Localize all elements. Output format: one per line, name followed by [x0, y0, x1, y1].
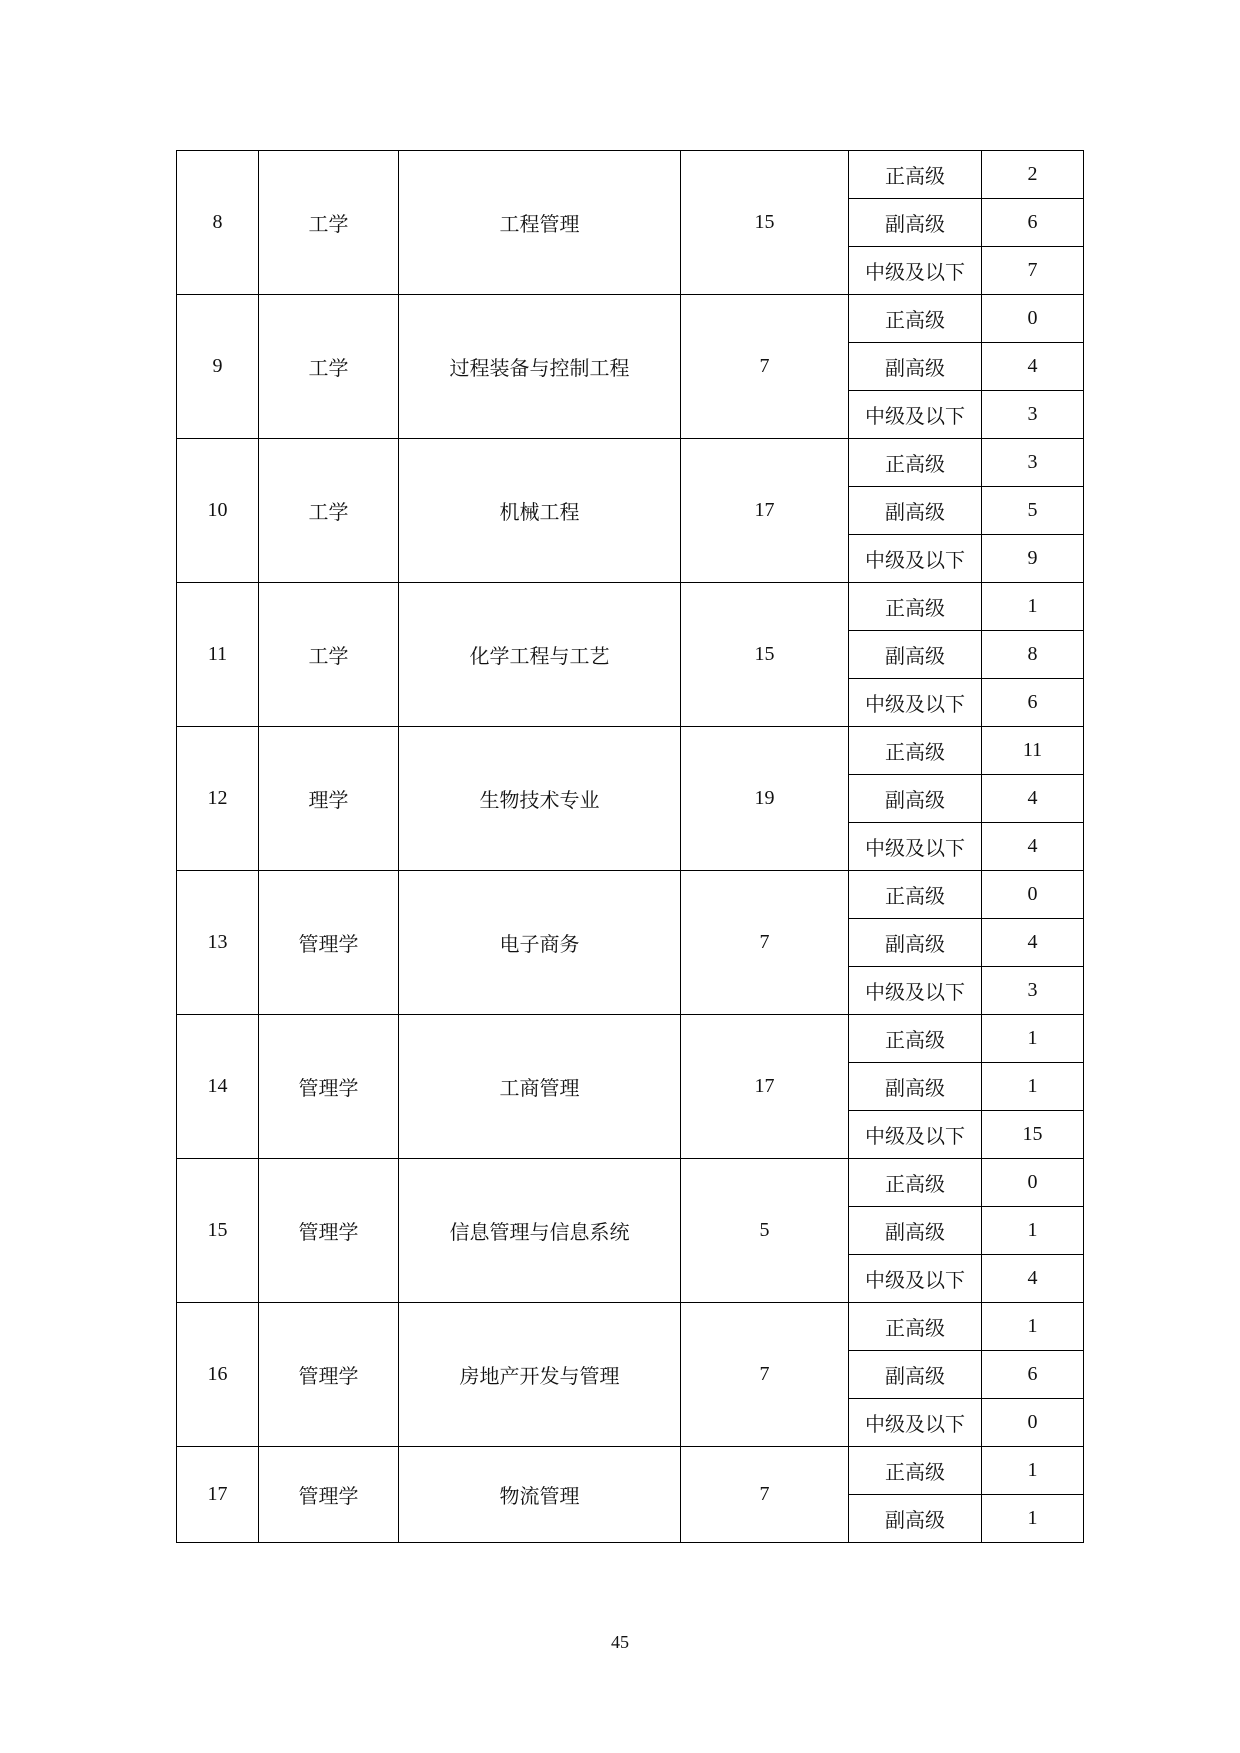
title-level-cell: 正高级	[849, 583, 982, 631]
title-count-cell: 0	[982, 1159, 1084, 1207]
major-cell: 工商管理	[399, 1015, 681, 1159]
title-count-cell: 4	[982, 775, 1084, 823]
title-count-cell: 1	[982, 1015, 1084, 1063]
title-level-cell: 正高级	[849, 295, 982, 343]
table-row	[177, 871, 1084, 919]
total-count-cell: 19	[681, 727, 849, 871]
discipline-cell: 管理学	[259, 1015, 399, 1159]
table-row	[177, 1447, 1084, 1495]
title-count-cell: 4	[982, 919, 1084, 967]
title-count-cell: 3	[982, 439, 1084, 487]
total-count-cell: 7	[681, 1447, 849, 1543]
title-count-cell: 1	[982, 1207, 1084, 1255]
total-count-cell: 5	[681, 1159, 849, 1303]
title-level-cell: 副高级	[849, 487, 982, 535]
title-level-cell: 中级及以下	[849, 967, 982, 1015]
total-count-cell: 15	[681, 583, 849, 727]
title-level-cell: 副高级	[849, 199, 982, 247]
table-body	[177, 151, 1084, 1543]
table-row	[177, 727, 1084, 775]
page-number: 45	[611, 1632, 629, 1652]
title-level-cell: 中级及以下	[849, 535, 982, 583]
title-count-cell: 6	[982, 679, 1084, 727]
discipline-cell: 工学	[259, 439, 399, 583]
title-level-cell: 副高级	[849, 1207, 982, 1255]
faculty-title-table	[176, 150, 1084, 1543]
title-count-cell: 1	[982, 1495, 1084, 1543]
total-count-cell: 7	[681, 1303, 849, 1447]
title-level-cell: 副高级	[849, 1351, 982, 1399]
table-row	[177, 1015, 1084, 1063]
discipline-cell: 工学	[259, 583, 399, 727]
title-count-cell: 9	[982, 535, 1084, 583]
title-count-cell: 3	[982, 391, 1084, 439]
row-number-cell: 10	[177, 439, 259, 583]
title-level-cell: 中级及以下	[849, 823, 982, 871]
title-count-cell: 1	[982, 583, 1084, 631]
total-count-cell: 17	[681, 1015, 849, 1159]
title-level-cell: 中级及以下	[849, 1399, 982, 1447]
row-number-cell: 13	[177, 871, 259, 1015]
title-level-cell: 正高级	[849, 1447, 982, 1495]
discipline-cell: 工学	[259, 151, 399, 295]
title-count-cell: 1	[982, 1063, 1084, 1111]
title-level-cell: 中级及以下	[849, 1255, 982, 1303]
title-count-cell: 4	[982, 343, 1084, 391]
title-level-cell: 正高级	[849, 439, 982, 487]
title-count-cell: 4	[982, 1255, 1084, 1303]
title-level-cell: 中级及以下	[849, 247, 982, 295]
title-level-cell: 中级及以下	[849, 391, 982, 439]
title-count-cell: 5	[982, 487, 1084, 535]
title-count-cell: 3	[982, 967, 1084, 1015]
title-count-cell: 0	[982, 1399, 1084, 1447]
title-count-cell: 11	[982, 727, 1084, 775]
major-cell: 信息管理与信息系统	[399, 1159, 681, 1303]
discipline-cell: 理学	[259, 727, 399, 871]
title-level-cell: 正高级	[849, 151, 982, 199]
row-number-cell: 17	[177, 1447, 259, 1543]
table-row	[177, 151, 1084, 199]
row-number-cell: 8	[177, 151, 259, 295]
major-cell: 电子商务	[399, 871, 681, 1015]
discipline-cell: 管理学	[259, 1303, 399, 1447]
discipline-cell: 管理学	[259, 871, 399, 1015]
title-count-cell: 1	[982, 1447, 1084, 1495]
title-count-cell: 15	[982, 1111, 1084, 1159]
title-level-cell: 正高级	[849, 1303, 982, 1351]
title-count-cell: 0	[982, 871, 1084, 919]
title-level-cell: 中级及以下	[849, 1111, 982, 1159]
title-level-cell: 副高级	[849, 631, 982, 679]
row-number-cell: 16	[177, 1303, 259, 1447]
table-row	[177, 1303, 1084, 1351]
table-row	[177, 439, 1084, 487]
major-cell: 生物技术专业	[399, 727, 681, 871]
table-row	[177, 295, 1084, 343]
title-level-cell: 副高级	[849, 919, 982, 967]
major-cell: 房地产开发与管理	[399, 1303, 681, 1447]
major-cell: 工程管理	[399, 151, 681, 295]
title-level-cell: 正高级	[849, 1159, 982, 1207]
title-count-cell: 6	[982, 199, 1084, 247]
title-level-cell: 正高级	[849, 1015, 982, 1063]
discipline-cell: 工学	[259, 295, 399, 439]
title-count-cell: 7	[982, 247, 1084, 295]
title-level-cell: 正高级	[849, 727, 982, 775]
title-level-cell: 正高级	[849, 871, 982, 919]
row-number-cell: 14	[177, 1015, 259, 1159]
major-cell: 机械工程	[399, 439, 681, 583]
total-count-cell: 7	[681, 871, 849, 1015]
major-cell: 过程装备与控制工程	[399, 295, 681, 439]
title-count-cell: 8	[982, 631, 1084, 679]
title-level-cell: 副高级	[849, 1063, 982, 1111]
discipline-cell: 管理学	[259, 1447, 399, 1543]
title-count-cell: 4	[982, 823, 1084, 871]
total-count-cell: 7	[681, 295, 849, 439]
row-number-cell: 12	[177, 727, 259, 871]
major-cell: 物流管理	[399, 1447, 681, 1543]
table-row	[177, 583, 1084, 631]
total-count-cell: 17	[681, 439, 849, 583]
discipline-cell: 管理学	[259, 1159, 399, 1303]
title-count-cell: 2	[982, 151, 1084, 199]
major-cell: 化学工程与工艺	[399, 583, 681, 727]
title-level-cell: 中级及以下	[849, 679, 982, 727]
title-level-cell: 副高级	[849, 343, 982, 391]
row-number-cell: 11	[177, 583, 259, 727]
row-number-cell: 9	[177, 295, 259, 439]
total-count-cell: 15	[681, 151, 849, 295]
title-level-cell: 副高级	[849, 1495, 982, 1543]
row-number-cell: 15	[177, 1159, 259, 1303]
title-count-cell: 0	[982, 295, 1084, 343]
title-level-cell: 副高级	[849, 775, 982, 823]
title-count-cell: 1	[982, 1303, 1084, 1351]
table-row	[177, 1159, 1084, 1207]
title-count-cell: 6	[982, 1351, 1084, 1399]
